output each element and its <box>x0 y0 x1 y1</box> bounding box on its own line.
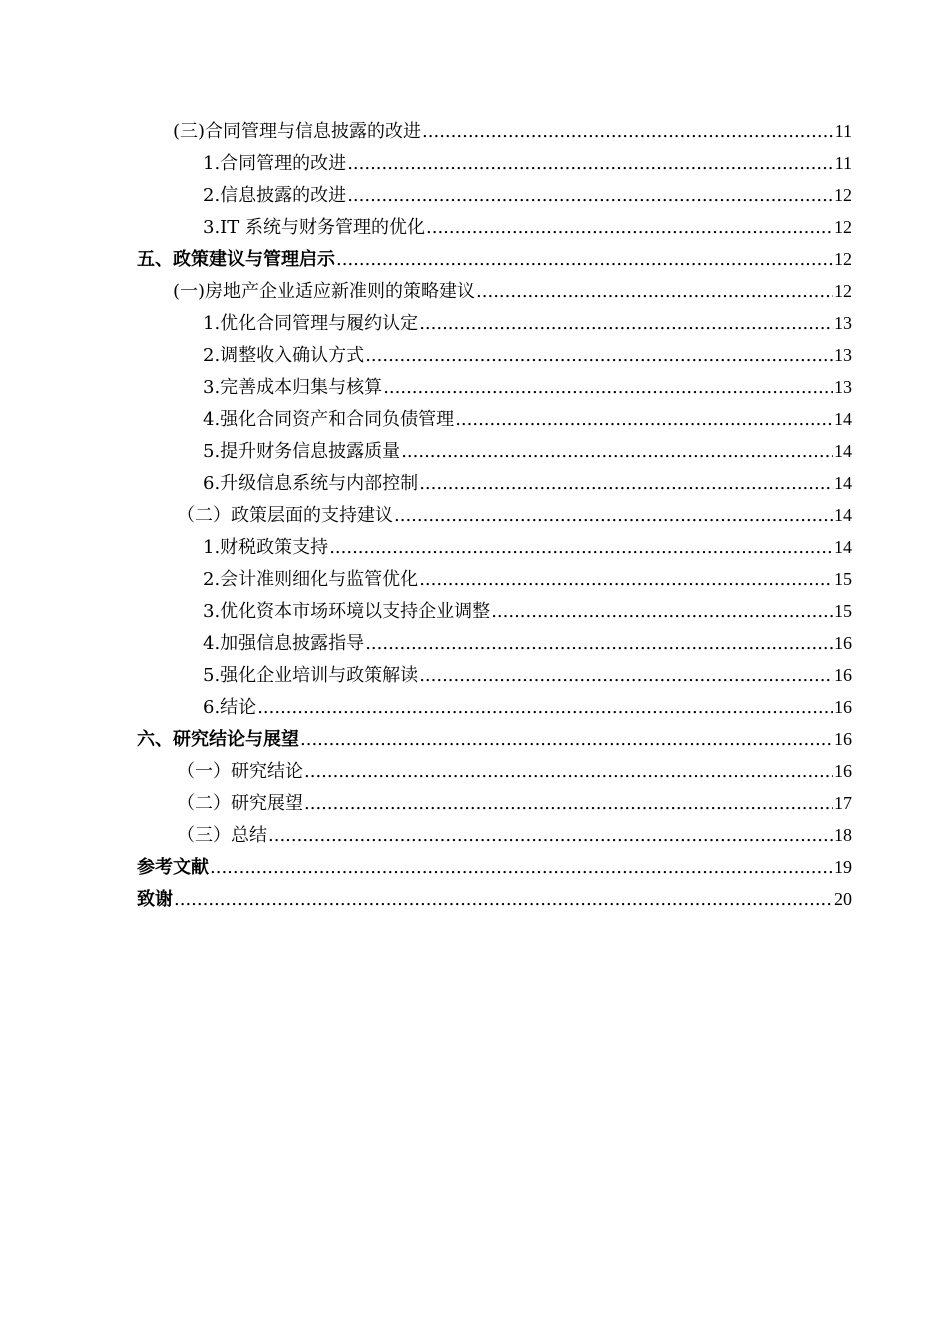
toc-entry-title: 1.优化合同管理与履约认定 <box>203 313 419 334</box>
toc-entry-title: 1.合同管理的改进 <box>203 153 347 174</box>
toc-entry[interactable] <box>137 819 852 851</box>
toc-entry[interactable] <box>137 563 852 595</box>
toc-entry[interactable] <box>137 371 852 403</box>
toc-page-number: 17 <box>834 793 852 813</box>
toc-dot-leader <box>347 148 833 180</box>
toc-page-number: 14 <box>834 409 852 429</box>
toc-dot-leader <box>329 532 833 564</box>
toc-page-number: 12 <box>834 185 852 205</box>
toc-entry-title: 5.强化企业培训与政策解读 <box>203 665 419 686</box>
toc-entry[interactable] <box>137 211 852 243</box>
toc-entry[interactable] <box>137 691 852 723</box>
toc-entry-title: 1.财税政策支持 <box>203 537 329 558</box>
toc-page-number: 14 <box>834 505 852 525</box>
toc-dot-leader <box>347 180 833 212</box>
toc-dot-leader <box>336 244 833 276</box>
toc-dot-leader <box>365 628 833 660</box>
toc-entry[interactable] <box>137 307 852 339</box>
toc-entry[interactable] <box>137 403 852 435</box>
toc-dot-leader <box>455 404 833 436</box>
toc-page-number: 18 <box>834 825 852 845</box>
toc-dot-leader <box>304 788 833 820</box>
toc-entry[interactable] <box>137 275 852 307</box>
toc-page-number: 15 <box>834 601 852 621</box>
toc-dot-leader <box>394 500 833 532</box>
toc-entry-title: 2.信息披露的改进 <box>203 185 347 206</box>
toc-entry[interactable] <box>137 595 852 627</box>
toc-entry[interactable] <box>137 339 852 371</box>
toc-entry-title: 6.结论 <box>203 697 257 718</box>
toc-entry-title: 五、政策建议与管理启示 <box>137 249 335 270</box>
toc-entry-title: 2.会计准则细化与监管优化 <box>203 569 419 590</box>
toc-dot-leader <box>476 276 833 308</box>
toc-entry-title: 4.加强信息披露指导 <box>203 633 365 654</box>
toc-entry[interactable] <box>137 467 852 499</box>
toc-page-number: 16 <box>834 697 852 717</box>
toc-page-number: 16 <box>834 633 852 653</box>
toc-entry-title: 六、研究结论与展望 <box>137 729 299 750</box>
toc-entry-title: 3.优化资本市场环境以支持企业调整 <box>203 601 491 622</box>
toc-dot-leader <box>419 468 833 500</box>
toc-entry[interactable] <box>137 659 852 691</box>
toc-entry-title: （二）政策层面的支持建议 <box>177 505 393 526</box>
toc-dot-leader <box>419 308 833 340</box>
toc-page-number: 14 <box>834 441 852 461</box>
toc-entry-title: 致谢 <box>137 889 173 910</box>
toc-entry-title: (一)房地产企业适应新准则的策略建议 <box>173 281 476 302</box>
toc-dot-leader <box>174 884 833 916</box>
toc-entry[interactable] <box>137 243 852 275</box>
toc-entry[interactable] <box>137 883 852 915</box>
toc-dot-leader <box>365 340 833 372</box>
toc-entry[interactable] <box>137 115 852 147</box>
toc-dot-leader <box>422 116 834 148</box>
toc-dot-leader <box>268 820 833 852</box>
toc-entry-title: (三)合同管理与信息披露的改进 <box>173 121 422 142</box>
toc-entry-title: 参考文献 <box>137 857 209 878</box>
toc-page-number: 16 <box>834 761 852 781</box>
toc-entry-title: 3.IT 系统与财务管理的优化 <box>203 217 426 238</box>
toc-dot-leader <box>491 596 833 628</box>
toc-page-number: 13 <box>834 345 852 365</box>
toc-page-number: 14 <box>834 473 852 493</box>
toc-page-number: 16 <box>834 665 852 685</box>
toc-entry[interactable] <box>137 755 852 787</box>
toc-entry[interactable] <box>137 435 852 467</box>
toc-dot-leader <box>210 852 833 884</box>
toc-page-number: 19 <box>834 857 852 877</box>
toc-entry-title: 4.强化合同资产和合同负债管理 <box>203 409 455 430</box>
toc-dot-leader <box>419 660 833 692</box>
toc-entry[interactable] <box>137 531 852 563</box>
toc-dot-leader <box>401 436 833 468</box>
toc-page-number: 13 <box>834 313 852 333</box>
table-of-contents <box>137 115 852 915</box>
toc-entry[interactable] <box>137 851 852 883</box>
toc-page-number: 13 <box>834 377 852 397</box>
toc-entry-title: 2.调整收入确认方式 <box>203 345 365 366</box>
toc-page-number: 12 <box>834 281 852 301</box>
toc-page-number: 11 <box>834 153 852 173</box>
toc-page-number: 20 <box>834 889 852 909</box>
toc-page-number: 14 <box>834 537 852 557</box>
toc-entry-title: 5.提升财务信息披露质量 <box>203 441 401 462</box>
toc-dot-leader <box>300 724 833 756</box>
toc-entry[interactable] <box>137 723 852 755</box>
toc-entry-title: 3.完善成本归集与核算 <box>203 377 383 398</box>
toc-entry[interactable] <box>137 627 852 659</box>
toc-dot-leader <box>304 756 833 788</box>
toc-entry-title: 6.升级信息系统与内部控制 <box>203 473 419 494</box>
toc-entry-title: （二）研究展望 <box>177 793 303 814</box>
toc-page-number: 16 <box>834 729 852 749</box>
toc-page-number: 11 <box>834 121 852 141</box>
toc-entry-title: （一）研究结论 <box>177 761 303 782</box>
toc-dot-leader <box>257 692 833 724</box>
toc-entry[interactable] <box>137 147 852 179</box>
toc-dot-leader <box>419 564 833 596</box>
toc-page-number: 12 <box>834 217 852 237</box>
toc-page-number: 12 <box>834 249 852 269</box>
toc-dot-leader <box>426 212 833 244</box>
toc-dot-leader <box>383 372 833 404</box>
toc-entry[interactable] <box>137 179 852 211</box>
toc-entry[interactable] <box>137 787 852 819</box>
toc-page-number: 15 <box>834 569 852 589</box>
toc-entry[interactable] <box>137 499 852 531</box>
toc-entry-title: （三）总结 <box>177 825 267 846</box>
